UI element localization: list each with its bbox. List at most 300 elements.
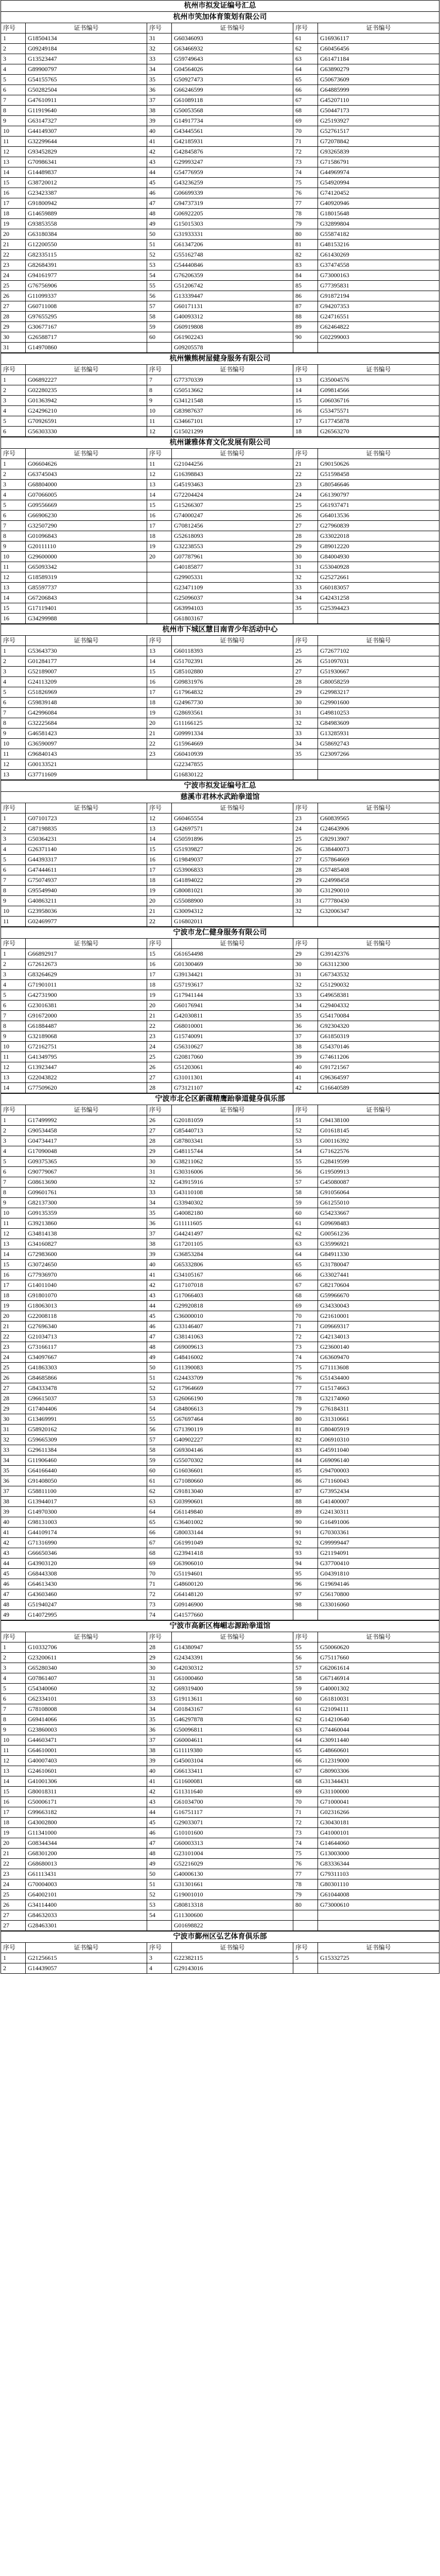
certificate-number: G71901011 [26, 980, 147, 990]
row-number [147, 614, 172, 624]
certificate-number: G84004930 [318, 552, 439, 562]
main-title: 宁波市拟发证编号汇总 [1, 781, 439, 792]
certificate-number: G61390797 [318, 490, 439, 500]
row-number: 2 [1, 469, 26, 480]
row-number: 92 [293, 1538, 318, 1548]
table-row [1, 1157, 439, 1167]
row-number: 40 [1, 1517, 26, 1528]
certificate-number: G06910310 [318, 1435, 439, 1445]
row-number: 31 [1, 1425, 26, 1435]
certificate-number: G51290032 [318, 980, 439, 990]
row-number [147, 583, 172, 593]
certificate-number: G64885999 [318, 85, 439, 95]
row-number: 83 [293, 260, 318, 270]
row-number: 32 [147, 1684, 172, 1694]
row-number: 8 [147, 385, 172, 396]
row-number: 3 [1, 1663, 26, 1673]
row-number: 2 [1, 385, 26, 396]
row-number: 30 [293, 552, 318, 562]
certificate-number: G24296210 [26, 406, 147, 416]
header-no: 序号 [1, 939, 26, 949]
row-number [147, 1921, 172, 1931]
certificate-number: G44393317 [26, 855, 147, 865]
row-number: 62 [293, 1229, 318, 1239]
certificate-number: G36000010 [172, 1311, 293, 1321]
row-number: 13 [147, 824, 172, 834]
certificate-number: G02299003 [318, 332, 439, 343]
row-number: 65 [147, 1517, 172, 1528]
certificate-number: G70926591 [26, 416, 147, 427]
certificate-number: G34097667 [26, 1352, 147, 1363]
certificate-number: G17090048 [26, 1146, 147, 1157]
certificate-number: G94700003 [318, 1466, 439, 1476]
row-number: 85 [293, 281, 318, 291]
row-number: 12 [147, 814, 172, 824]
row-number: 60 [147, 332, 172, 343]
row-number: 29 [293, 687, 318, 698]
certificate-number: G65093342 [26, 562, 147, 572]
table-row [1, 240, 439, 250]
table-row [1, 1900, 439, 1910]
certificate-number: G54170084 [318, 1011, 439, 1021]
row-number: 3 [1, 396, 26, 406]
header-no: 序号 [293, 449, 318, 459]
row-number: 22 [147, 739, 172, 749]
table-row [1, 1083, 439, 1093]
row-number: 3 [1, 667, 26, 677]
certificate-number: G32189068 [26, 1031, 147, 1042]
certificate-number: G98131003 [26, 1517, 147, 1528]
row-number: 17 [1, 1280, 26, 1291]
row-number: 14 [1, 1249, 26, 1260]
certificate-number: G22347855 [172, 759, 293, 770]
header-no: 序号 [147, 636, 172, 646]
certificate-number: G61347206 [172, 240, 293, 250]
row-number: 44 [147, 1807, 172, 1818]
row-number: 18 [1, 1291, 26, 1301]
row-number: 44 [147, 167, 172, 178]
row-number: 18 [147, 980, 172, 990]
certificate-number: G31290010 [318, 886, 439, 896]
row-number: 54 [147, 270, 172, 281]
certificate-number: G89012220 [318, 541, 439, 552]
certificate-number: G28419599 [318, 1157, 439, 1167]
certificate-number: G14380947 [172, 1642, 293, 1653]
table-row [1, 1270, 439, 1280]
row-number: 43 [1, 1548, 26, 1558]
certificate-number: G01096843 [26, 531, 147, 541]
table-row [1, 770, 439, 780]
row-number: 8 [1, 106, 26, 116]
certificate-number: G12319000 [318, 1756, 439, 1766]
row-number: 51 [147, 240, 172, 250]
row-number: 10 [1, 552, 26, 562]
certificate-number: G51194601 [172, 1569, 293, 1579]
row-number: 38 [147, 106, 172, 116]
row-number: 35 [1, 1466, 26, 1476]
certificate-number: G92913907 [318, 834, 439, 844]
row-number: 29 [147, 1653, 172, 1663]
row-number: 12 [1, 1229, 26, 1239]
row-number: 67 [293, 1766, 318, 1776]
certificate-number: G66650346 [26, 1548, 147, 1558]
certificate-number: G60004611 [172, 1735, 293, 1745]
row-number: 5 [1, 855, 26, 865]
certificate-number: G59839148 [26, 698, 147, 708]
table-row [1, 301, 439, 312]
certificate-number: G34299988 [26, 614, 147, 624]
certificate-number: G61149840 [172, 1507, 293, 1517]
certificate-number: G63890279 [318, 64, 439, 75]
certificate-number: G29600000 [26, 552, 147, 562]
certificate-number: G40006130 [172, 1869, 293, 1879]
table-row [1, 1569, 439, 1579]
row-number: 65 [293, 75, 318, 85]
row-number: 49 [147, 219, 172, 229]
row-number: 59 [293, 1198, 318, 1208]
row-number: 7 [1, 708, 26, 718]
certificate-number: G54155765 [26, 75, 147, 85]
certificate-number: G30677167 [26, 322, 147, 332]
table-row [1, 1383, 439, 1394]
certificate-number: G06699339 [172, 188, 293, 198]
certificate-number: G61803167 [172, 614, 293, 624]
row-number: 15 [1, 1787, 26, 1797]
row-number: 70 [293, 1797, 318, 1807]
certificate-number: G31310661 [318, 1414, 439, 1425]
certificate-number: G99999447 [318, 1538, 439, 1548]
row-number: 6 [1, 698, 26, 708]
certificate-number: G60346093 [172, 33, 293, 44]
certificate-number: G25394423 [318, 603, 439, 614]
row-number: 33 [293, 583, 318, 593]
certificate-number: G54340060 [26, 1684, 147, 1694]
row-number: 97 [293, 1589, 318, 1600]
row-number: 13 [1, 770, 26, 780]
certificate-number: G73952434 [318, 1486, 439, 1497]
table-row [1, 1208, 439, 1218]
row-number: 29 [1, 1404, 26, 1414]
certificate-number: G18015648 [318, 209, 439, 219]
row-number: 68 [293, 106, 318, 116]
row-number: 2 [1, 1653, 26, 1663]
row-number: 80 [293, 1900, 318, 1910]
table-row [1, 469, 439, 480]
certificate-number: G25193927 [318, 116, 439, 126]
table-row [1, 500, 439, 511]
certificate-number: G84983609 [318, 718, 439, 728]
certificate-number: G74460044 [318, 1725, 439, 1735]
row-number: 10 [147, 406, 172, 416]
certificate-number: G06036716 [318, 396, 439, 406]
certificate-number: G51203061 [172, 1062, 293, 1073]
row-number: 12 [1, 1756, 26, 1766]
certificate-number: G01618145 [318, 1126, 439, 1136]
row-number: 51 [147, 1879, 172, 1890]
row-number: 38 [147, 1239, 172, 1249]
row-number: 70 [293, 126, 318, 137]
row-number: 79 [293, 1404, 318, 1414]
table-row [1, 521, 439, 531]
certificate-number: G33146407 [172, 1321, 293, 1332]
row-number: 22 [293, 469, 318, 480]
certificate-number: G60919808 [172, 322, 293, 332]
row-number: 2 [1, 824, 26, 834]
row-number: 61 [293, 1704, 318, 1715]
row-number: 17 [293, 416, 318, 427]
row-number: 59 [147, 1455, 172, 1466]
row-number: 24 [293, 490, 318, 500]
row-number: 89 [293, 322, 318, 332]
row-number: 36 [293, 1021, 318, 1031]
row-number: 49 [147, 1859, 172, 1869]
row-number: 11 [1, 562, 26, 572]
certificate-number: G23471109 [172, 583, 293, 593]
certificate-number: G80813318 [172, 1900, 293, 1910]
section-title: 杭州懒熊树屋健身服务有限公司 [1, 353, 439, 365]
row-number: 61 [293, 33, 318, 44]
row-number: 91 [293, 1528, 318, 1538]
certificate-number: G11099337 [26, 291, 147, 301]
certificate-number: G48153216 [318, 240, 439, 250]
header-no: 序号 [147, 365, 172, 375]
row-number: 55 [147, 1414, 172, 1425]
row-number: 48 [147, 209, 172, 219]
row-number: 10 [1, 906, 26, 917]
table-row [1, 137, 439, 147]
row-number: 75 [293, 178, 318, 188]
certificate-number: G09669317 [318, 1321, 439, 1332]
certificate-number: G15174663 [318, 1383, 439, 1394]
row-number: 46 [147, 1828, 172, 1838]
certificate-number: G42431258 [318, 593, 439, 603]
certificate-number: G45003104 [172, 1756, 293, 1766]
row-number: 60 [147, 1466, 172, 1476]
row-number: 13 [147, 646, 172, 656]
certificate-number: G60465554 [172, 814, 293, 824]
certificate-number: G01698822 [172, 1921, 293, 1931]
certificate-number: G13339447 [172, 291, 293, 301]
row-number: 68 [147, 1548, 172, 1558]
table-row [1, 178, 439, 188]
row-number [147, 343, 172, 353]
certificate-number: G68301200 [26, 1849, 147, 1859]
row-number: 53 [147, 1900, 172, 1910]
certificate-number: G19849037 [172, 855, 293, 865]
certificate-number: G94138100 [318, 1115, 439, 1126]
certificate-number: G63180384 [26, 229, 147, 240]
row-number: 15 [147, 844, 172, 855]
header-code: 证书编号 [26, 939, 147, 949]
certificate-number: G09556669 [26, 500, 147, 511]
certificate-number: G32899804 [318, 219, 439, 229]
certificate-number: G63994103 [172, 603, 293, 614]
certificate-number: G08344344 [26, 1838, 147, 1849]
row-number: 16 [147, 677, 172, 687]
certificate-number: G34121548 [172, 396, 293, 406]
row-number: 39 [1, 1507, 26, 1517]
certificate-number: G54233667 [318, 1208, 439, 1218]
table-row [1, 1167, 439, 1177]
row-number: 20 [147, 718, 172, 728]
table-row [1, 1766, 439, 1776]
certificate-number: G43603460 [26, 1589, 147, 1600]
certificate-number: G51826969 [26, 687, 147, 698]
certificate-number: G30430181 [318, 1818, 439, 1828]
table-row [1, 1414, 439, 1425]
table-row [1, 677, 439, 687]
certificate-number: G53040928 [318, 562, 439, 572]
row-number: 24 [1, 270, 26, 281]
table-row [1, 64, 439, 75]
row-number: 4 [147, 1963, 172, 1974]
certificate-number: G38720012 [26, 178, 147, 188]
header-code: 证书编号 [318, 1632, 439, 1642]
row-number: 30 [1, 332, 26, 343]
certificate-number: G22008118 [26, 1311, 147, 1321]
certificate-number: G02316266 [318, 1807, 439, 1818]
row-number: 7 [1, 95, 26, 106]
certificate-number: G33016060 [318, 1600, 439, 1610]
row-number: 76 [293, 1859, 318, 1869]
row-number: 71 [293, 1321, 318, 1332]
row-number: 25 [293, 646, 318, 656]
table-row [1, 959, 439, 970]
table-row [1, 281, 439, 291]
certificate-number: G84333478 [26, 1383, 147, 1394]
certificate-number: G77395831 [318, 281, 439, 291]
row-number: 35 [293, 1011, 318, 1021]
table-row [1, 1146, 439, 1157]
row-number: 71 [147, 1579, 172, 1589]
table-row [1, 603, 439, 614]
header-code: 证书编号 [172, 1943, 293, 1953]
row-number: 41 [147, 1270, 172, 1280]
certificate-number: G45193463 [172, 480, 293, 490]
certificate-number: G14970860 [26, 343, 147, 353]
certificate-number: G11166125 [172, 718, 293, 728]
section-title-row [1, 1094, 439, 1105]
certificate-number: G15021299 [172, 427, 293, 437]
table-row [1, 759, 439, 770]
table-row [1, 480, 439, 490]
certificate-number: G94161977 [26, 270, 147, 281]
row-number: 19 [1, 1828, 26, 1838]
certificate-number: G01843167 [172, 1704, 293, 1715]
row-number: 57 [147, 301, 172, 312]
certificate-number: G69304146 [172, 1445, 293, 1455]
certificate-number: G43915916 [172, 1177, 293, 1188]
certificate-number: G93265839 [318, 147, 439, 157]
row-number: 48 [147, 1342, 172, 1352]
row-number: 18 [147, 531, 172, 541]
row-number: 23 [147, 749, 172, 759]
table-row [1, 614, 439, 624]
row-number: 47 [147, 198, 172, 209]
row-number [293, 614, 318, 624]
certificate-number: G31933331 [172, 229, 293, 240]
header-no: 序号 [1, 449, 26, 459]
table-row [1, 552, 439, 562]
header-code: 证书编号 [318, 23, 439, 33]
certificate-number: G51206742 [172, 281, 293, 291]
certificate-number: G16036601 [172, 1466, 293, 1476]
certificate-number: G13523447 [26, 54, 147, 64]
row-number: 28 [293, 677, 318, 687]
certificate-number: G17964669 [172, 1383, 293, 1394]
certificate-number: G45207110 [318, 95, 439, 106]
row-number: 13 [147, 480, 172, 490]
row-number: 78 [293, 209, 318, 219]
certificate-number: G80405919 [318, 1425, 439, 1435]
certificate-number: G61471184 [318, 54, 439, 64]
certificate-number: G41400007 [318, 1497, 439, 1507]
table-row [1, 949, 439, 959]
certificate-number: G61884487 [26, 1021, 147, 1031]
certificate-number: G61034700 [172, 1797, 293, 1807]
table-row [1, 75, 439, 85]
row-number: 13 [1, 583, 26, 593]
certificate-number: G21034713 [26, 1332, 147, 1342]
row-number: 27 [293, 667, 318, 677]
table-row [1, 1435, 439, 1445]
table-row [1, 1517, 439, 1528]
certificate-number: G29033071 [172, 1818, 293, 1828]
row-number: 37 [147, 95, 172, 106]
table-row [1, 270, 439, 281]
certificate-number: G23941418 [172, 1548, 293, 1558]
row-number: 63 [293, 1725, 318, 1735]
row-number: 17 [1, 1807, 26, 1818]
section-title: 宁波市北仑区新碟精鹰跆拳道健身俱乐部 [1, 1094, 439, 1105]
row-number: 32 [293, 906, 318, 917]
certificate-number: G19694146 [318, 1579, 439, 1589]
certificate-number: G60183057 [318, 583, 439, 593]
row-number: 16 [293, 406, 318, 416]
certificate-number: G54920994 [318, 178, 439, 188]
table-row [1, 1363, 439, 1373]
table-row [1, 1610, 439, 1620]
row-number: 57 [293, 1177, 318, 1188]
table-row [1, 1828, 439, 1838]
certificate-number: G16830122 [172, 770, 293, 780]
certificate-number: G13469991 [26, 1414, 147, 1425]
certificate-number: G36401002 [172, 1517, 293, 1528]
header-row [1, 803, 439, 814]
row-number: 31 [1, 343, 26, 353]
certificate-number: G76206359 [172, 270, 293, 281]
row-number: 27 [147, 1126, 172, 1136]
row-number: 6 [1, 1001, 26, 1011]
row-number: 40 [293, 1062, 318, 1073]
certificate-number: G17745878 [318, 416, 439, 427]
certificate-number: G71586791 [318, 157, 439, 167]
row-number: 10 [1, 739, 26, 749]
row-number: 28 [293, 531, 318, 541]
certificate-number: G08613690 [26, 1177, 147, 1188]
row-number: 39 [147, 116, 172, 126]
table-row [1, 1486, 439, 1497]
certificate-number: G41349795 [26, 1052, 147, 1062]
row-number: 56 [147, 291, 172, 301]
certificate-number: G61000460 [172, 1673, 293, 1684]
row-number: 52 [293, 1126, 318, 1136]
table-row [1, 1198, 439, 1208]
row-number: 4 [1, 1673, 26, 1684]
certificate-number: G26371140 [26, 844, 147, 855]
table-row [1, 593, 439, 603]
section-table [1, 624, 439, 780]
